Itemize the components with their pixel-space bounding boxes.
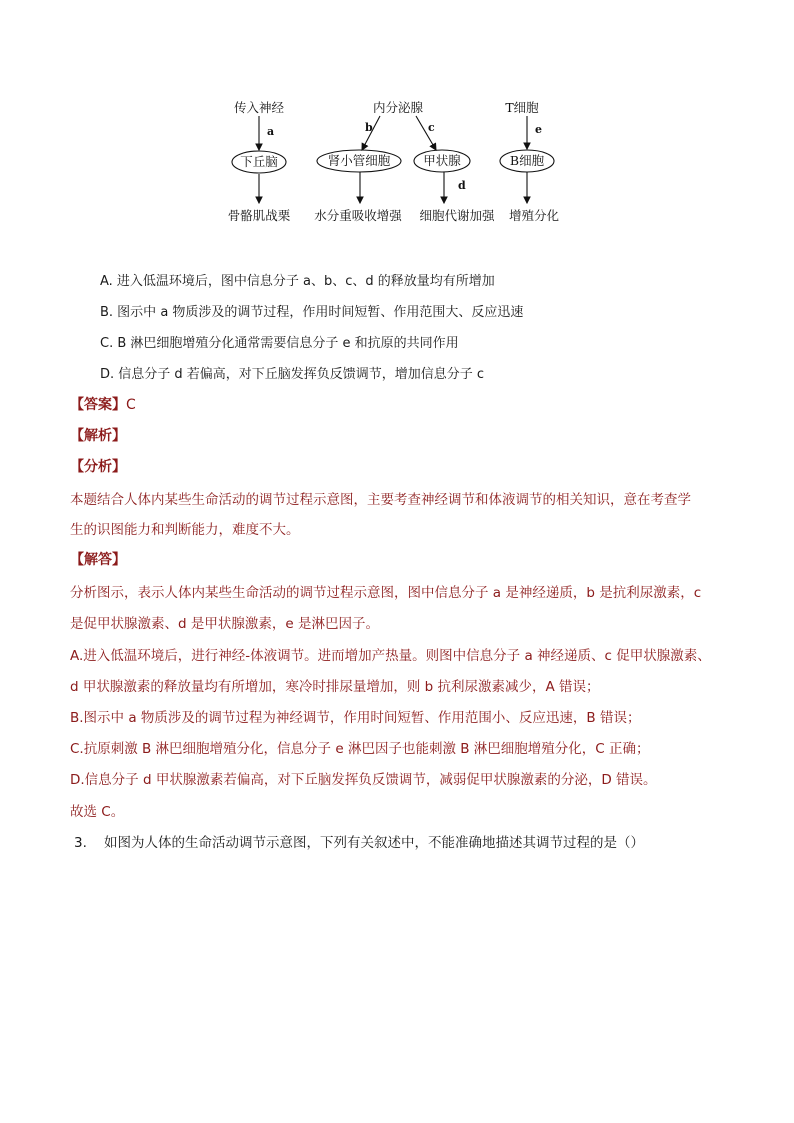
jieda-label: 【解答】	[70, 552, 126, 568]
fenxi-line: 本题结合人体内某些生命活动的调节过程示意图，主要考查神经调节和体液调节的相关知识，意在考查学	[70, 492, 691, 508]
jieda-line: 是促甲状腺激素、d 是甲状腺激素，e 是淋巴因子。	[70, 616, 379, 632]
fenxi-label: 【分析】	[70, 459, 126, 475]
outcome-metabolism: 细胞代谢加强	[419, 208, 495, 223]
next-question	[74, 831, 644, 851]
fenxi-line: 生的识图能力和判断能力，难度不大。	[70, 522, 300, 538]
label-a: a	[267, 125, 275, 138]
option-c: C. B 淋巴细胞增殖分化通常需要信息分子 e 和抗原的共同作用	[100, 336, 459, 351]
label-c: c	[428, 121, 435, 134]
node-thyroid-label: 甲状腺	[423, 153, 461, 168]
question-text: 如图为人体的生命活动调节示意图，下列有关叙述中，不能准确地描述其调节过程的是（）	[104, 835, 644, 851]
label-b: b	[365, 121, 373, 134]
source-endocrine-gland: 内分泌腺	[372, 100, 424, 115]
outcome-shiver: 骨骼肌战栗	[227, 208, 291, 223]
outcome-water-reabsorb: 水分重吸收增强	[314, 208, 402, 223]
jieda-line: 故选 C。	[70, 804, 125, 820]
analysis-label: 【解析】	[70, 428, 126, 444]
option-b: B. 图示中 a 物质涉及的调节过程，作用时间短暂、作用范围大、反应迅速	[100, 305, 524, 320]
node-kidney-tubule-label: 肾小管细胞	[327, 153, 391, 168]
option-a: A. 进入低温环境后，图中信息分子 a、b、c、d 的释放量均有所增加	[100, 274, 495, 289]
option-d: D. 信息分子 d 若偏高，对下丘脑发挥负反馈调节，增加信息分子 c	[100, 367, 485, 382]
answer-label: 【答案】	[70, 397, 126, 413]
answer-line	[70, 394, 136, 414]
regulation-diagram	[222, 97, 572, 232]
jieda-line: 分析图示，表示人体内某些生命活动的调节过程示意图，图中信息分子 a 是神经递质，b 是抗利尿激素，c	[70, 585, 702, 601]
jieda-line: C.抗原刺激 B 淋巴细胞增殖分化，信息分子 e 淋巴因子也能刺激 B 淋巴细胞增殖分化，C 正确；	[70, 741, 650, 757]
label-e: e	[535, 123, 542, 136]
jieda-line: D.信息分子 d 甲状腺激素若偏高，对下丘脑发挥负反馈调节，减弱促甲状腺激素的分泌，D 错误。	[70, 772, 657, 788]
source-t-cell: T细胞	[505, 100, 539, 115]
node-hypothalamus-label: 下丘脑	[240, 154, 278, 169]
node-b-cell-label: B细胞	[509, 153, 545, 168]
source-afferent-nerve: 传入神经	[233, 100, 285, 115]
jieda-line: B.图示中 a 物质涉及的调节过程为神经调节，作用时间短暂、作用范围小、反应迅速，B 错误；	[70, 710, 641, 726]
answer-value: C	[126, 397, 136, 413]
label-d: d	[458, 179, 466, 192]
outcome-proliferate: 增殖分化	[508, 208, 560, 223]
jieda-line: A.进入低温环境后，进行神经-体液调节。进而增加产热量。则图中信息分子 a 神经递质、c 促甲状腺激素、	[70, 648, 711, 664]
question-number: 3.	[74, 835, 87, 851]
jieda-line: d 甲状腺激素的释放量均有所增加，寒冷时排尿量增加，则 b 抗利尿激素减少，A 错误；	[70, 679, 600, 695]
